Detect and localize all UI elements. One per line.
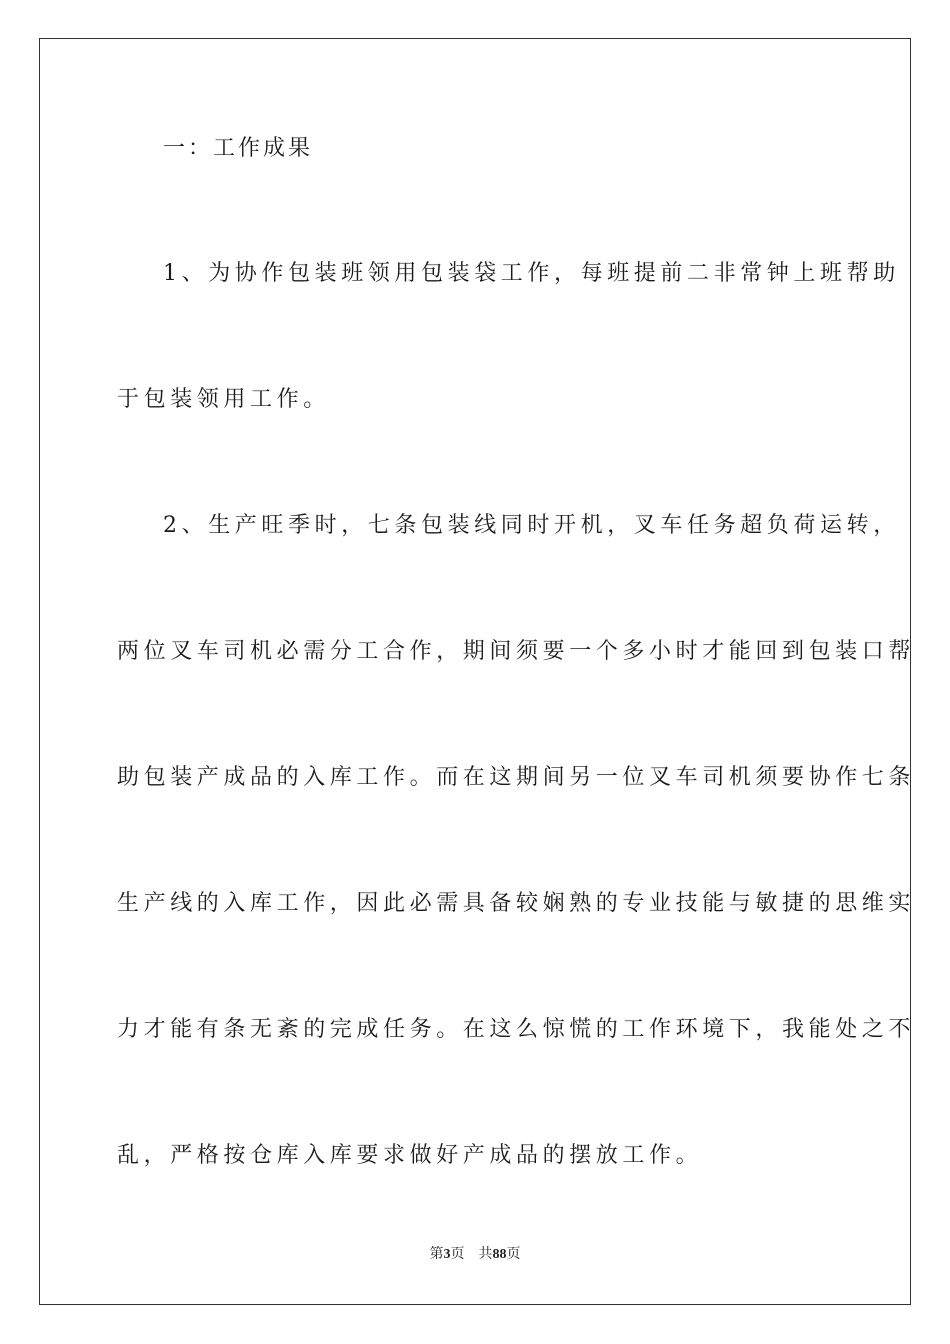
- paragraph-line: 2、生产旺季时，七条包装线同时开机，叉车任务超负荷运转，: [163, 513, 900, 538]
- page-border: [39, 38, 916, 1305]
- paragraph-line: 助包装产成品的入库工作。而在这期间另一位叉车司机须要协作七条: [117, 765, 916, 790]
- footer-total-prefix: 共: [478, 1247, 493, 1262]
- section-heading: 一：工作成果: [163, 136, 314, 161]
- paragraph-line: 力才能有条无紊的完成任务。在这么惊慌的工作环境下，我能处之不: [117, 1017, 916, 1042]
- paragraph-line: 于包装领用工作。: [117, 387, 330, 412]
- footer-page-suffix: 页: [450, 1247, 465, 1262]
- footer-page-prefix: 第: [429, 1247, 444, 1262]
- footer-total-suffix: 页: [506, 1247, 521, 1262]
- paragraph-line: 1、为协作包装班领用包装袋工作，每班提前二非常钟上班帮助: [163, 261, 900, 286]
- page-footer: [0, 1246, 950, 1264]
- paragraph-line: 生产线的入库工作，因此必需具备较娴熟的专业技能与敏捷的思维实: [117, 891, 916, 916]
- footer-total-pages: 88: [492, 1247, 507, 1262]
- footer-page-number: 3: [443, 1247, 451, 1262]
- paragraph-line: 乱，严格按仓库入库要求做好产成品的摆放工作。: [117, 1143, 703, 1168]
- paragraph-line: 两位叉车司机必需分工合作，期间须要一个多小时才能回到包装口帮: [117, 639, 916, 664]
